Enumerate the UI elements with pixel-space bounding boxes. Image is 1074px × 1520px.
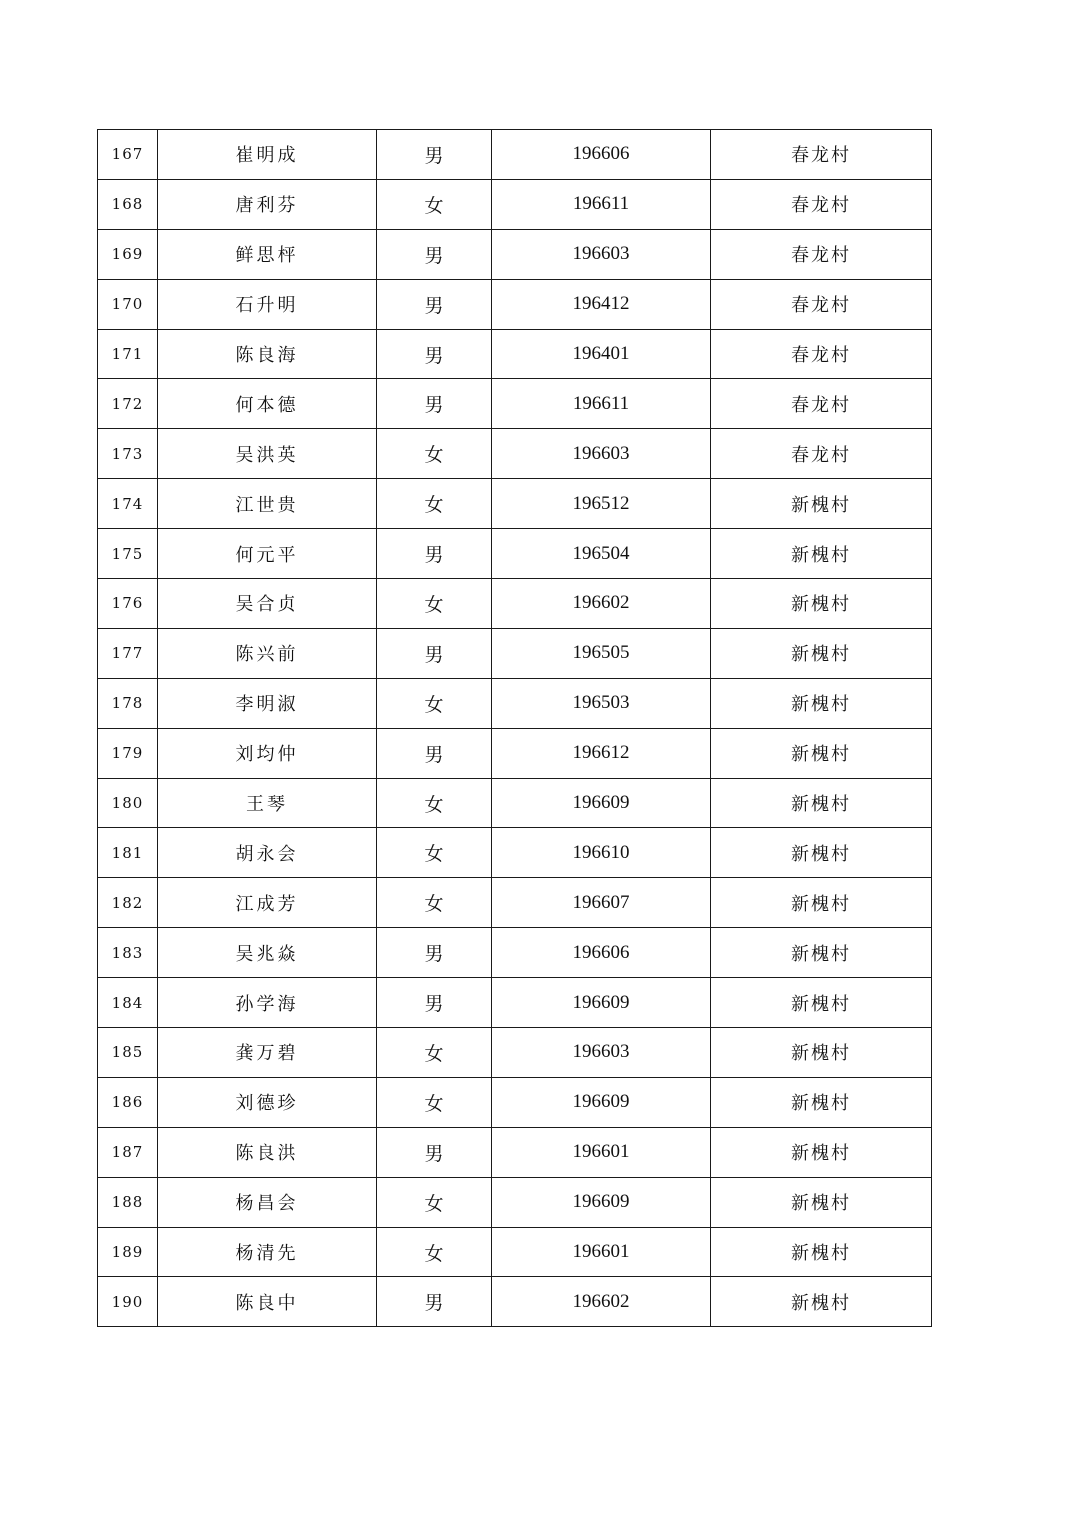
row-number-cell: 173 — [98, 429, 158, 479]
birth-year-month-cell: 196505 — [492, 628, 711, 678]
table-row — [98, 1277, 932, 1327]
birth-year-month-cell: 196603 — [492, 429, 711, 479]
person-name-cell: 胡永会 — [158, 828, 377, 878]
gender-cell: 女 — [377, 828, 492, 878]
person-name-cell: 陈良中 — [158, 1277, 377, 1327]
table-row — [98, 678, 932, 728]
gender-cell: 男 — [377, 1127, 492, 1177]
village-name-cell: 新槐村 — [711, 579, 932, 629]
village-name-cell: 新槐村 — [711, 1028, 932, 1078]
table-row — [98, 828, 932, 878]
village-name-cell: 新槐村 — [711, 1127, 932, 1177]
table-row — [98, 429, 932, 479]
row-number-cell: 180 — [98, 778, 158, 828]
row-number-cell: 184 — [98, 978, 158, 1028]
birth-year-month-cell: 196607 — [492, 878, 711, 928]
person-name-cell: 吴合贞 — [158, 579, 377, 629]
birth-year-month-cell: 196504 — [492, 529, 711, 579]
person-name-cell: 江成芳 — [158, 878, 377, 928]
gender-cell: 男 — [377, 229, 492, 279]
village-name-cell: 新槐村 — [711, 778, 932, 828]
village-name-cell: 春龙村 — [711, 229, 932, 279]
roster-body — [98, 130, 932, 1327]
gender-cell: 女 — [377, 479, 492, 529]
gender-cell: 男 — [377, 728, 492, 778]
birth-year-month-cell: 196401 — [492, 329, 711, 379]
village-name-cell: 春龙村 — [711, 179, 932, 229]
gender-cell: 男 — [377, 978, 492, 1028]
person-name-cell: 孙学海 — [158, 978, 377, 1028]
person-name-cell: 江世贵 — [158, 479, 377, 529]
village-name-cell: 春龙村 — [711, 379, 932, 429]
table-row — [98, 529, 932, 579]
row-number-cell: 190 — [98, 1277, 158, 1327]
birth-year-month-cell: 196612 — [492, 728, 711, 778]
village-name-cell: 新槐村 — [711, 978, 932, 1028]
person-name-cell: 吴兆焱 — [158, 928, 377, 978]
gender-cell: 男 — [377, 529, 492, 579]
birth-year-month-cell: 196602 — [492, 579, 711, 629]
table-row — [98, 928, 932, 978]
village-name-cell: 春龙村 — [711, 329, 932, 379]
person-name-cell: 龚万碧 — [158, 1028, 377, 1078]
table-row — [98, 1028, 932, 1078]
row-number-cell: 187 — [98, 1127, 158, 1177]
village-name-cell: 春龙村 — [711, 279, 932, 329]
person-name-cell: 石升明 — [158, 279, 377, 329]
village-name-cell: 新槐村 — [711, 1227, 932, 1277]
village-name-cell: 新槐村 — [711, 678, 932, 728]
table-row — [98, 179, 932, 229]
gender-cell: 女 — [377, 179, 492, 229]
birth-year-month-cell: 196611 — [492, 179, 711, 229]
gender-cell: 男 — [377, 379, 492, 429]
gender-cell: 女 — [377, 778, 492, 828]
table-row — [98, 279, 932, 329]
table-row — [98, 1127, 932, 1177]
row-number-cell: 186 — [98, 1077, 158, 1127]
row-number-cell: 168 — [98, 179, 158, 229]
person-name-cell: 何本德 — [158, 379, 377, 429]
row-number-cell: 185 — [98, 1028, 158, 1078]
village-name-cell: 新槐村 — [711, 728, 932, 778]
gender-cell: 男 — [377, 279, 492, 329]
table-row — [98, 1077, 932, 1127]
village-name-cell: 新槐村 — [711, 928, 932, 978]
row-number-cell: 189 — [98, 1227, 158, 1277]
birth-year-month-cell: 196512 — [492, 479, 711, 529]
village-name-cell: 新槐村 — [711, 878, 932, 928]
village-name-cell: 新槐村 — [711, 1077, 932, 1127]
birth-year-month-cell: 196503 — [492, 678, 711, 728]
birth-year-month-cell: 196610 — [492, 828, 711, 878]
row-number-cell: 183 — [98, 928, 158, 978]
gender-cell: 女 — [377, 878, 492, 928]
village-name-cell: 新槐村 — [711, 479, 932, 529]
table-row — [98, 1227, 932, 1277]
gender-cell: 女 — [377, 1227, 492, 1277]
birth-year-month-cell: 196606 — [492, 928, 711, 978]
gender-cell: 女 — [377, 1077, 492, 1127]
birth-year-month-cell: 196609 — [492, 1077, 711, 1127]
person-name-cell: 陈兴前 — [158, 628, 377, 678]
row-number-cell: 171 — [98, 329, 158, 379]
birth-year-month-cell: 196602 — [492, 1277, 711, 1327]
village-name-cell: 新槐村 — [711, 529, 932, 579]
row-number-cell: 167 — [98, 130, 158, 180]
person-name-cell: 李明淑 — [158, 678, 377, 728]
gender-cell: 男 — [377, 928, 492, 978]
row-number-cell: 174 — [98, 479, 158, 529]
person-name-cell: 刘均仲 — [158, 728, 377, 778]
person-name-cell: 刘德珍 — [158, 1077, 377, 1127]
table-row — [98, 579, 932, 629]
birth-year-month-cell: 196611 — [492, 379, 711, 429]
birth-year-month-cell: 196601 — [492, 1127, 711, 1177]
gender-cell: 女 — [377, 579, 492, 629]
table-row — [98, 379, 932, 429]
village-name-cell: 春龙村 — [711, 130, 932, 180]
table-row — [98, 778, 932, 828]
roster-table — [97, 129, 932, 1327]
birth-year-month-cell: 196609 — [492, 778, 711, 828]
row-number-cell: 178 — [98, 678, 158, 728]
village-name-cell: 新槐村 — [711, 828, 932, 878]
table-row — [98, 728, 932, 778]
village-name-cell: 新槐村 — [711, 1277, 932, 1327]
birth-year-month-cell: 196609 — [492, 1177, 711, 1227]
gender-cell: 男 — [377, 1277, 492, 1327]
gender-cell: 女 — [377, 678, 492, 728]
birth-year-month-cell: 196603 — [492, 229, 711, 279]
row-number-cell: 177 — [98, 628, 158, 678]
person-name-cell: 崔明成 — [158, 130, 377, 180]
person-name-cell: 陈良洪 — [158, 1127, 377, 1177]
table-row — [98, 329, 932, 379]
row-number-cell: 170 — [98, 279, 158, 329]
row-number-cell: 181 — [98, 828, 158, 878]
row-number-cell: 182 — [98, 878, 158, 928]
row-number-cell: 175 — [98, 529, 158, 579]
village-name-cell: 春龙村 — [711, 429, 932, 479]
birth-year-month-cell: 196609 — [492, 978, 711, 1028]
gender-cell: 男 — [377, 130, 492, 180]
birth-year-month-cell: 196603 — [492, 1028, 711, 1078]
table-row — [98, 1177, 932, 1227]
birth-year-month-cell: 196606 — [492, 130, 711, 180]
table-row — [98, 878, 932, 928]
person-name-cell: 唐利芬 — [158, 179, 377, 229]
person-name-cell: 何元平 — [158, 529, 377, 579]
person-name-cell: 王琴 — [158, 778, 377, 828]
gender-cell: 女 — [377, 1028, 492, 1078]
birth-year-month-cell: 196601 — [492, 1227, 711, 1277]
gender-cell: 女 — [377, 429, 492, 479]
row-number-cell: 169 — [98, 229, 158, 279]
person-name-cell: 鲜思枰 — [158, 229, 377, 279]
row-number-cell: 188 — [98, 1177, 158, 1227]
row-number-cell: 179 — [98, 728, 158, 778]
table-row — [98, 479, 932, 529]
village-name-cell: 新槐村 — [711, 1177, 932, 1227]
gender-cell: 女 — [377, 1177, 492, 1227]
table-row — [98, 978, 932, 1028]
row-number-cell: 176 — [98, 579, 158, 629]
table-row — [98, 229, 932, 279]
table-row — [98, 130, 932, 180]
person-name-cell: 陈良海 — [158, 329, 377, 379]
gender-cell: 男 — [377, 628, 492, 678]
row-number-cell: 172 — [98, 379, 158, 429]
person-name-cell: 吴洪英 — [158, 429, 377, 479]
gender-cell: 男 — [377, 329, 492, 379]
table-row — [98, 628, 932, 678]
village-name-cell: 新槐村 — [711, 628, 932, 678]
person-name-cell: 杨昌会 — [158, 1177, 377, 1227]
person-name-cell: 杨清先 — [158, 1227, 377, 1277]
birth-year-month-cell: 196412 — [492, 279, 711, 329]
